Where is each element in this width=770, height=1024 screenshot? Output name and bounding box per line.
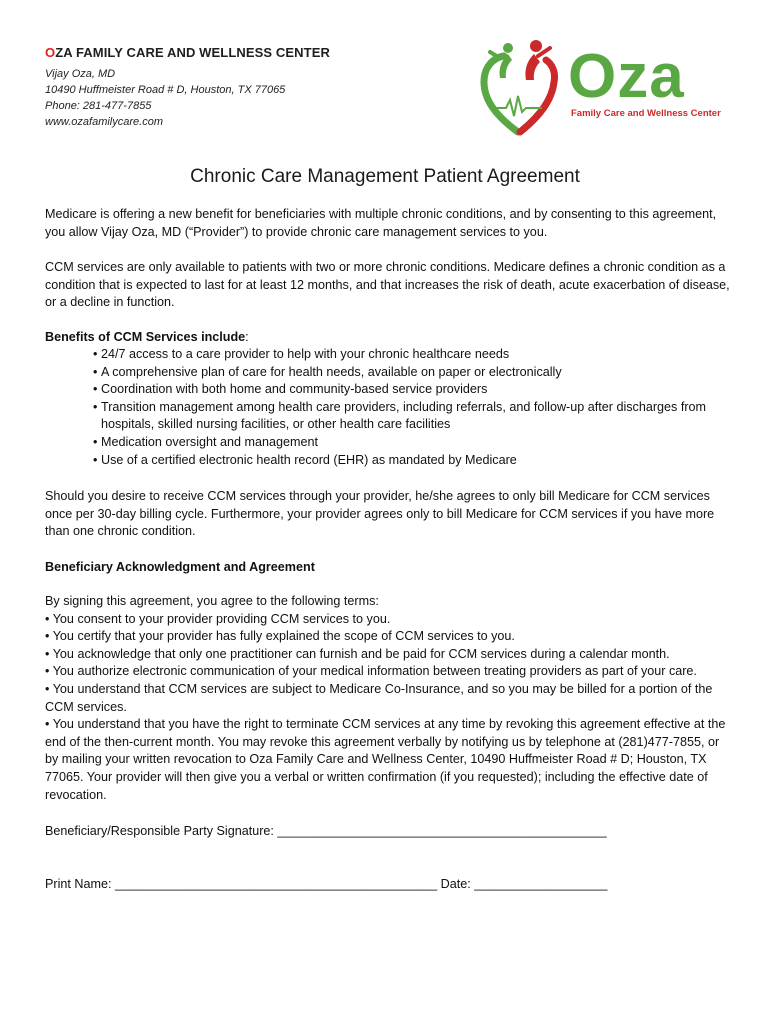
acknowledgment-terms [45, 593, 730, 804]
signature-line [45, 824, 607, 838]
print-name-field[interactable]: ______________________________________________ [115, 877, 438, 891]
term-item-text: You consent to your provider providing CCM services to you. [52, 611, 391, 626]
term-item-text: You certify that your provider has fully explained the scope of CCM services to you. [52, 629, 515, 644]
list-item [93, 399, 733, 434]
org-name [45, 45, 345, 60]
date-label: Date: [437, 877, 475, 891]
term-item-text: You authorize electronic communication of your medical information between treating providers as part of your care. [52, 664, 697, 679]
bullet-icon: • [45, 664, 53, 679]
billing-paragraph: Should you desire to receive CCM services through your provider, he/she agrees to only bill Medicare for CCM services once per 30-day billing cycle. Furthermore, your provider agrees only to bill Medicare for CCM services if you have more than one chronic condition. [45, 489, 715, 539]
logo-tagline: Family Care and Wellness Center [571, 108, 721, 119]
bullet-icon: • [93, 434, 98, 449]
list-item-text: Use of a certified electronic health record (EHR) as mandated by Medicare [101, 452, 517, 467]
list-item [93, 381, 733, 399]
bullet-icon: • [45, 611, 53, 626]
benefits-heading-text: Benefits of CCM Services include [45, 330, 246, 344]
org-name-rest: ZA FAMILY CARE AND WELLNESS CENTER [55, 45, 330, 60]
list-item [93, 346, 733, 364]
acknowledgment-heading: Beneficiary Acknowledgment and Agreement [45, 560, 315, 574]
letterhead [45, 45, 345, 130]
list-item [93, 452, 733, 470]
list-item-text: A comprehensive plan of care for health needs, available on paper or electronically [101, 364, 562, 379]
date-field[interactable]: ___________________ [474, 877, 608, 891]
benefits-heading-colon: : [245, 330, 249, 344]
term-item-text: You acknowledge that only one practitioner can furnish and be paid for CCM services during a calendar month. [52, 646, 670, 661]
bullet-icon: • [93, 382, 98, 397]
print-name-line [45, 877, 607, 891]
phone: Phone: 281-477-7855 [45, 100, 152, 112]
address: 10490 Huffmeister Road # D, Houston, TX 77065 [45, 84, 286, 96]
bullet-icon: • [45, 646, 53, 661]
doctor-name: Vijay Oza, MD [45, 68, 116, 80]
bullet-icon: • [45, 717, 53, 732]
list-item [93, 364, 733, 382]
website: www.ozafamilycare.com [45, 116, 163, 128]
term-item [45, 681, 730, 716]
term-item [45, 646, 730, 664]
list-item [93, 434, 733, 452]
list-item-text: Medication oversight and management [101, 434, 319, 449]
bullet-icon: • [45, 681, 53, 696]
term-item [45, 611, 730, 629]
oza-logo [478, 38, 721, 140]
bullet-icon: • [93, 364, 98, 379]
term-item-text: You understand that CCM services are subject to Medicare Co-Insurance, and so you may be billed for a portion of the CCM services. [45, 681, 713, 714]
benefits-heading [45, 329, 730, 347]
bullet-icon: • [93, 452, 98, 467]
term-item [45, 628, 730, 646]
list-item-text: 24/7 access to a care provider to help with your chronic healthcare needs [101, 347, 510, 361]
document-title: Chronic Care Management Patient Agreement [190, 166, 580, 187]
intro-paragraph: Medicare is offering a new benefit for beneficiaries with multiple chronic conditions, and by consenting to this agreement, you allow Vijay Oza, MD (“Provider”) to provide chronic care management services to you. [45, 207, 717, 239]
term-item [45, 663, 730, 681]
terms-lead: By signing this agreement, you agree to the following terms: [45, 594, 379, 608]
bullet-icon: • [45, 629, 53, 644]
benefits-list [93, 346, 733, 469]
logo-wordmark: Oza [568, 42, 685, 111]
org-name-initial: O [45, 45, 56, 60]
term-item [45, 716, 730, 804]
heart-figures-icon [478, 38, 568, 140]
list-item-text: Transition management among health care providers, including referrals, and follow-up after discharges from hospitals, skilled nursing facilities, or other health care facilities [101, 399, 707, 432]
bullet-icon: • [93, 399, 98, 414]
print-name-label: Print Name: [45, 877, 115, 891]
signature-label: Beneficiary/Responsible Party Signature: [45, 824, 278, 838]
term-item-text: You understand that you have the right to terminate CCM services at any time by revoking this agreement effective at the end of the then-current month. You may revoke this agreement verbally by notifying us by telephone at (281)477-7855, or by mailing your written revocation to Oza Family Care and Wellness Center, 10490 Huffmeister Road # D; Houston, TX 77065. Your provider will then give you a verbal or written confirmation (if you requested); including the effective date of revocation. [45, 717, 726, 802]
ccm-paragraph: CCM services are only available to patients with two or more chronic conditions. Medicare defines a chronic condition as a condition that is expected to last for at least 12 months, and that increases the risk of death, acute exacerbation of disease, or a decline in function. [45, 260, 730, 310]
list-item-text: Coordination with both home and community-based service providers [101, 382, 488, 397]
signature-field[interactable]: _______________________________________________ [277, 824, 607, 838]
bullet-icon: • [93, 347, 98, 361]
